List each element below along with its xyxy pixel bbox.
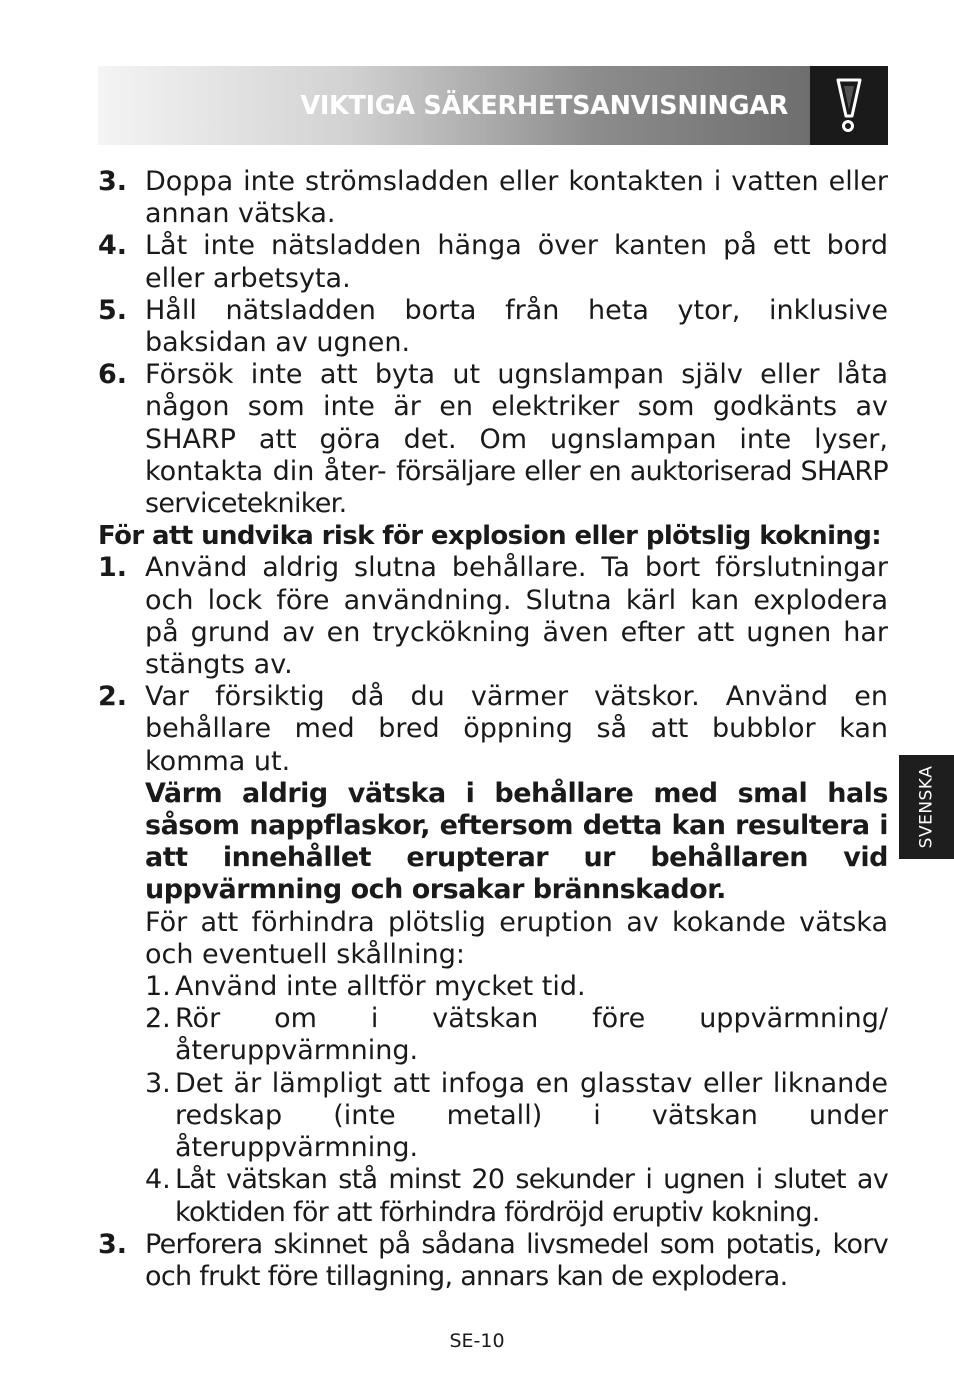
item-text: Doppa inte strömsladden eller kontakten i vatten eller annan vätska. xyxy=(145,166,888,230)
main-content xyxy=(98,166,888,1293)
list-item xyxy=(98,681,888,1228)
item-text: Använd aldrig slutna behållare. Ta bort förslutningar och lock före användning. Slutna kärl kan explodera på grund av en tryckökning även efter att ugnen har stängts av. xyxy=(145,552,888,681)
item-number: 6. xyxy=(98,359,128,391)
item-text: Var försiktig då du värmer vätskor. Använd en behållare med bred öppning så att bubblor kan komma ut. xyxy=(145,681,888,777)
item-number: 3. xyxy=(98,166,128,197)
list-item xyxy=(98,1229,888,1293)
item-number: 2. xyxy=(98,681,128,713)
section-header xyxy=(98,66,810,145)
item-number: 3. xyxy=(98,1228,128,1260)
sub-item-text: Använd inte alltför mycket tid. xyxy=(175,971,586,1003)
sub-item-number: 1. xyxy=(145,971,171,1003)
section-title: VIKTIGA SÄKERHETSANVISNINGAR xyxy=(300,90,788,121)
sub-item-number: 2. xyxy=(145,1003,171,1035)
list-item xyxy=(98,552,888,681)
list-item xyxy=(98,359,888,520)
item-number: 4. xyxy=(98,230,128,262)
list-item xyxy=(98,166,888,230)
exclamation-icon xyxy=(810,66,888,145)
item-text: Låt inte nätsladden hänga över kanten på ett bord eller arbetsyta. xyxy=(145,230,888,294)
language-label: SVENSKA xyxy=(916,765,937,849)
sub-item xyxy=(145,1003,888,1067)
page-number: SE-10 xyxy=(449,1330,505,1352)
item-text-continued: försäljare eller en auktoriserad SHARP servicetekniker. xyxy=(145,455,889,520)
item-text: Perforera skinnet på sådana livsmedel som potatis, korv och frukt före tillagning, annars kan de explodera. xyxy=(145,1228,888,1292)
item-text: Försök inte att byta ut ugnslampan själv eller låta någon som inte är en elektriker som godkänts av SHARP att göra det. Om ugnslampan inte lyser, kontakta din åter- xyxy=(145,359,888,487)
sub-item-number: 4. xyxy=(145,1164,171,1196)
warning-text: Värm aldrig vätska i behållare med smal hals såsom nappflaskor, eftersom detta kan resultera i att innehållet erupterar ur behållaren vid uppvärmning och orsakar brännskador. xyxy=(145,777,888,906)
sub-item-text: Rör om i vätskan före uppvärmning/återuppvärmning. xyxy=(175,1003,888,1067)
sublist-intro: För att förhindra plötslig eruption av kokande vätska och eventuell skållning: xyxy=(145,906,888,970)
sub-item-number: 3. xyxy=(145,1067,171,1099)
sub-item xyxy=(145,971,888,1003)
sub-item xyxy=(145,1164,888,1228)
list-item xyxy=(98,230,888,294)
language-tab xyxy=(899,755,954,859)
list-item xyxy=(98,295,888,359)
item-number: 5. xyxy=(98,294,128,326)
sub-item xyxy=(145,1068,888,1165)
sub-item-text: Det är lämpligt att infoga en glasstav eller liknande redskap (inte metall) i vätskan under återuppvärmning. xyxy=(175,1067,888,1164)
item-text: Håll nätsladden borta från heta ytor, inklusive baksidan av ugnen. xyxy=(145,294,888,359)
item-number: 1. xyxy=(98,552,128,584)
sub-item-text: Låt vätskan stå minst 20 sekunder i ugnen i slutet av koktiden för att förhindra fördröjd eruptiv kokning. xyxy=(175,1164,888,1228)
section-heading: För att undvika risk för explosion eller plötslig kokning: xyxy=(98,521,882,552)
